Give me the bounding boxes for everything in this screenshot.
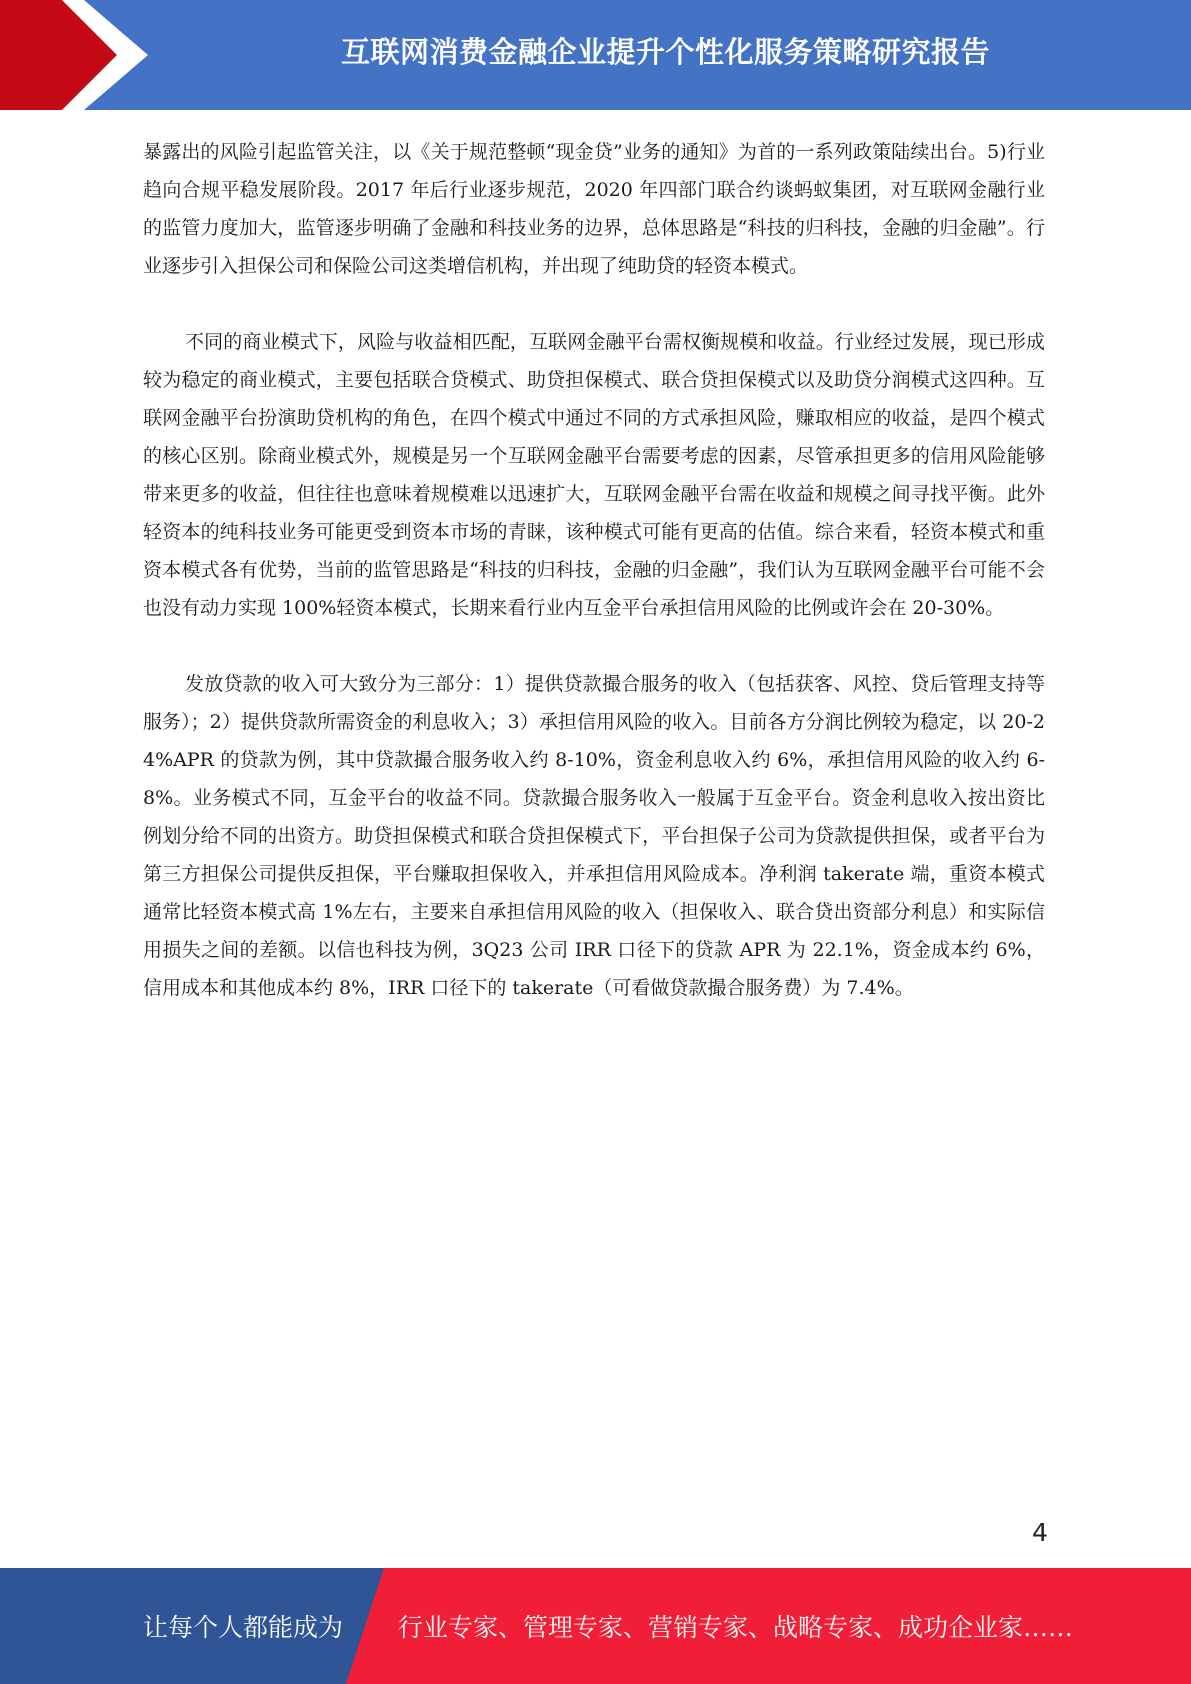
page-number: 4 xyxy=(1032,1518,1048,1547)
header-arrow-decoration xyxy=(0,0,160,110)
paragraph-3: 发放贷款的收入可大致分为三部分：1）提供贷款撮合服务的收入（包括获客、风控、贷后管理支持等服务）；2）提供贷款所需资金的利息收入；3）承担信用风险的收入。目前各方分润比例较为稳定，以 20-24%APR 的贷款为例，其中贷款撮合服务收入约 8-10%，资金利息收入约 6%，承担信用风险的收入约 6-8%。业务模式不同，互金平台的收益不同。贷款撮合服务收入一般属于互金平台。资金利息收入按出资比例划分给不同的出资方。助贷担保模式和联合贷担保模式下，平台担保子公司为贷款提供担保，或者平台为第三方担保公司提供反担保，平台赚取担保收入，并承担信用风险成本。净利润 takerate 端，重资本模式通常比轻资本模式高 1%左右，主要来自承担信用风险的收入（担保收入、联合贷出资部分利息）和实际信用损失之间的差额。以信也科技为例，3Q23 公司 IRR 口径下的贷款 APR 为 22.1%，资金成本约 6%，信用成本和其他成本约 8%，IRR 口径下的 takerate（可看做贷款撮合服务费）为 7.4%。 xyxy=(143,673,1045,999)
footer-bar xyxy=(0,1568,1191,1684)
paragraph-1: 暴露出的风险引起监管关注，以《关于规范整顿“现金贷”业务的通知》为首的一系列政策陆续出台。5)行业趋向合规平稳发展阶段。2017 年后行业逐步规范，2020 年四部门联合约谈蚂蚁集团，对互联网金融行业的监管力度加大，监管逐步明确了金融和科技业务的边界，总体思路是“科技的归科技，金融的归金融”。行业逐步引入担保公司和保险公司这类增信机构，并出现了纯助贷的轻资本模式。 xyxy=(143,141,1045,277)
body-content xyxy=(143,133,1045,1007)
document-title: 互联网消费金融企业提升个性化服务策略研究报告 xyxy=(340,34,990,69)
paragraph-2: 不同的商业模式下，风险与收益相匹配，互联网金融平台需权衡规模和收益。行业经过发展，现已形成较为稳定的商业模式，主要包括联合贷模式、助贷担保模式、联合贷担保模式以及助贷分润模式这四种。互联网金融平台扮演助贷机构的角色，在四个模式中通过不同的方式承担风险，赚取相应的收益，是四个模式的核心区别。除商业模式外，规模是另一个互联网金融平台需要考虑的因素，尽管承担更多的信用风险能够带来更多的收益，但往往也意味着规模难以迅速扩大，互联网金融平台需在收益和规模之间寻找平衡。此外轻资本的纯科技业务可能更受到资本市场的青睐，该种模式可能有更高的估值。综合来看，轻资本模式和重资本模式各有优势，当前的监管思路是“科技的归科技，金融的归金融”，我们认为互联网金融平台可能不会也没有动力实现 100%轻资本模式，长期来看行业内互金平台承担信用风险的比例或许会在 20-30%。 xyxy=(143,331,1045,619)
header-bar xyxy=(0,0,1191,110)
footer-slogan-right: 行业专家、管理专家、营销专家、战略专家、成功企业家…… xyxy=(398,1613,1074,1642)
footer-slogan-left: 让每个人都能成为 xyxy=(143,1613,344,1642)
